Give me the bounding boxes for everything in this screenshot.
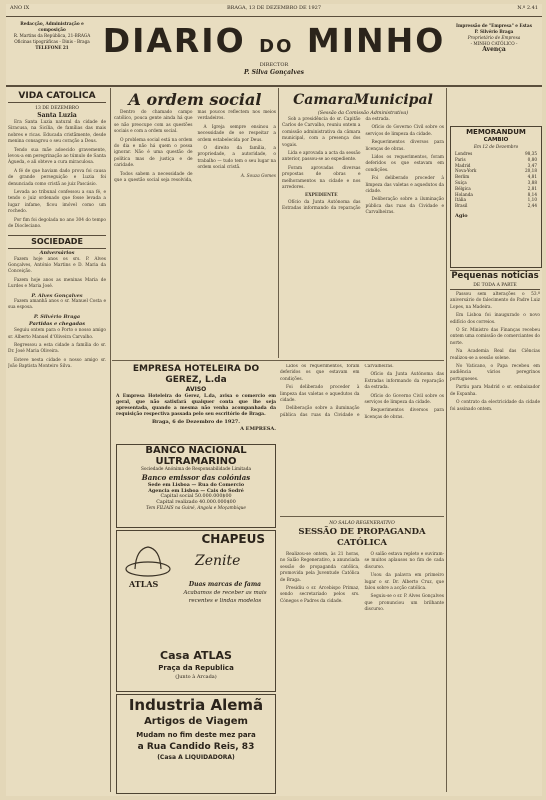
- paragraph: Esteve nesta cidade o nosso amigo sr. João Baptista Monteiro Silva.: [8, 357, 106, 370]
- pequenas-noticias: [450, 270, 540, 792]
- agio-label: Agio: [455, 212, 468, 219]
- header-meta: [6, 4, 542, 14]
- paragraph: Partiu para Madrid o sr. embaixador de Espanha.: [450, 385, 540, 397]
- cambio-row: Holanda 8,14: [455, 191, 537, 197]
- masthead-left-line: R. Martins da República, 21-BRAGA: [13, 33, 91, 38]
- title-word: DIARIO: [102, 21, 246, 60]
- paragraph: Ofício do Governo Civil sobre os serviços de limpeza da cidade.: [364, 393, 444, 406]
- director-name: P. Silva Gonçalves: [243, 69, 305, 76]
- industria-title: Industria Alemã: [128, 696, 264, 714]
- paragraph: No Vaticano, o Papa recebeu em audiência vários peregrinos portugueses.: [450, 364, 540, 382]
- masthead-right-line: Proprietário de Empresa: [467, 35, 521, 40]
- banco-line: Agencia em Lisboa — Cais do Sodré: [148, 488, 244, 494]
- paragraph: Deliberação sobre a iluminação pública das ruas da Cividade e Carvalheiras.: [365, 197, 444, 216]
- issue-year: ANO IX: [10, 5, 30, 11]
- title-word: DO: [259, 36, 294, 57]
- sociedade-name: P. Silvério Braga: [33, 313, 81, 320]
- paragraph: Foi deliberado proceder à limpeza das valetas e aquedutos da cidade.: [280, 385, 360, 404]
- title-word: MINHO: [306, 21, 446, 60]
- masthead-left-info: [8, 21, 96, 51]
- masthead-left-line: TELEFONE 21: [35, 45, 69, 50]
- paragraph: Presidiu o sr. Arcebispo Primaz, sendo secretariado pelos srs. Cónegos e Padres da cidade.: [280, 586, 360, 604]
- banco-line: Sede em Lisboa — Rua do Comercio: [147, 482, 245, 488]
- paragraph: Lidos os requerimentos, foram deferidos os que estavam em condições.: [280, 364, 360, 382]
- banco-ad: [116, 444, 276, 528]
- issue-date: BRAGA, 13 DE DEZEMBRO DE 1927: [226, 5, 322, 11]
- sessao-label: NO SALÃO REGENERATIVO: [329, 521, 395, 526]
- vida-saint: Santa Luzia: [37, 112, 77, 119]
- paragraph: Por fim foi degolada no ano 304 do tempo de Diocleciano.: [8, 217, 106, 230]
- banco-title: BANCO NACIONAL: [145, 445, 247, 456]
- issue-number: N.º 2.41: [517, 5, 538, 11]
- masthead-right-line: P. Silvério Braga: [474, 29, 514, 34]
- empresa-date: Braga, 6 de Dezembro de 1927.: [151, 419, 241, 425]
- paragraph: Requerimentos diversos para licenças de obras.: [365, 140, 444, 152]
- cambio-row: Madrid 3,47: [455, 162, 537, 168]
- paragraph: Deliberação sobre a iluminação pública das ruas da Cividade e Carvalheiras.: [280, 364, 394, 418]
- paragraph: Requerimentos diversos para licenças de obras.: [364, 408, 444, 420]
- paragraph: A fé de que haviam dado prova foi causa de grande perseguição e Luzia foi denunciada como cristã ao juiz Pascásio.: [8, 168, 106, 187]
- sociedade-name: P. Alves Gonçalves: [31, 292, 83, 299]
- industria-subtitle: Artigos de Viagem: [144, 716, 248, 727]
- paragraph: Foram aprovadas diversas propostas de obras e melhoramentos na cidade e nos arredores.: [282, 165, 361, 191]
- column-rule: [110, 88, 111, 792]
- ordem-title: A ordem social: [128, 90, 262, 109]
- paragraph: Realizou-se ontem, às 21 horas, no Salão Regenerativo, a anunciada sessão de propaganda católica, promovida pela Juventude Católica de Braga.: [280, 552, 360, 583]
- camara-title: CamaraMunicipal: [293, 92, 433, 108]
- paragraph: O contrato da electricidade da cidade foi assinado ontem.: [450, 400, 540, 412]
- empresa-signature: A EMPRESA.: [240, 426, 276, 432]
- cambio-row: Bélgica 2,81: [455, 185, 537, 191]
- masthead-right-line: Avença: [482, 46, 506, 53]
- sessao-title: SESSÃO DE PROPAGANDA CATÓLICA: [298, 527, 426, 548]
- industria-ad: [116, 694, 276, 794]
- masthead: [6, 16, 542, 87]
- paragraph: A Igreja sempre ensinou a necessidade de se respeitar a ordem estabelecida por Deus.: [197, 124, 276, 143]
- memorandum-title: MEMORANDUM: [466, 128, 526, 136]
- banco-capital: Capital social 50.000.000$00: [160, 494, 232, 499]
- masthead-right-line: - MINHO CATÓLICO -: [470, 41, 518, 46]
- camara-text: [282, 117, 444, 217]
- masthead-right-info: [448, 23, 540, 53]
- ordem-signature: A. Souza Gomes: [240, 173, 276, 179]
- section-rule: [280, 516, 444, 517]
- paragraph: Dentro do chamado campo católico, pouca gente ainda há que se não preocupe com as questões sociais e com a ordem social.: [114, 110, 193, 135]
- empresa-ad: [116, 364, 276, 440]
- masthead-right-line: Impressão de "Empresa" e Estas: [456, 23, 532, 28]
- paragraph: Usou da palavra em primeiro lugar o sr. Dr. Alberto Cruz, que falou sobre a acção católica.: [364, 573, 444, 592]
- industria-address-2: (Casa A LIQUIDADORA): [157, 754, 235, 761]
- cambio-row: Berlim 4,81: [455, 174, 537, 180]
- cambio-row: Nova-York 20,18: [455, 168, 537, 174]
- paragraph: Passou sem alterações o 53.º aniversário do falecimento do Padre Luiz Lopes, na Madeira.: [450, 292, 540, 310]
- paragraph: Sob a presidência do sr. Capitão Carlos de Carvalho, reuniu ontem a comissão administrativa da câmara municipal, com a presença dos vogais.: [282, 117, 361, 148]
- cambio-row: Suíça 3,88: [455, 179, 537, 185]
- sessao-text: [280, 552, 444, 614]
- vida-date: 13 DE DEZEMBRO: [35, 106, 79, 111]
- memorandum-box: [450, 126, 542, 268]
- chapeus-ad: [116, 530, 276, 692]
- chapeus-line: Acabamos de receber as mais recentes e lindas modelos: [183, 590, 267, 604]
- paragraph: Seguiu ontem para o Porto o nosso amigo sr. Alberto Manuel d'Oliveira Carvalho.: [8, 328, 106, 340]
- cambio-title: CAMBIO: [483, 137, 509, 143]
- paragraph: Era Santa Luzia natural da cidade de Siracusa, na Sicília, de famílias das mais nobres e ricas. Educada cristãmente, desde menina consagrou o seu coração a Deus.: [8, 120, 106, 145]
- paragraph: Lidos os requerimentos, foram deferidos os que estavam em condições.: [365, 155, 444, 173]
- empresa-title: EMPRESA HOTELEIRA DO GEREZ, L.da: [132, 364, 260, 385]
- masthead-left-line: Oficinas tipográficas - Dinis - Braga: [14, 39, 90, 44]
- paragraph: Fazem hoje anos as meninas Maria de Lurdes e Maria José.: [8, 277, 106, 290]
- vida-text: [8, 120, 106, 231]
- pequenas-title: Pequenas noticias: [451, 271, 539, 281]
- cambio-row: Londres 98,35: [455, 151, 537, 156]
- paragraph: O salão estava repleto e ouviram-se muitos aplausos no fim de cada discurso.: [364, 552, 444, 570]
- ordem-social-article: [114, 90, 276, 358]
- casa-atlas-name: Casa ATLAS: [160, 649, 232, 662]
- camara-continued: [280, 364, 444, 514]
- sociedade-subtitle: Aniversários: [39, 249, 75, 256]
- paragraph: Levada ao tribunal confessou a sua fé, e tendo o juiz ordenado que fosse levada a lugar infame, ficou imóvel como um rochedo.: [8, 190, 106, 215]
- partidas-text: [8, 328, 106, 370]
- paragraph: Fazem amanhã anos o sr. Manuel Costa e sua esposa.: [8, 298, 106, 311]
- casa-atlas-address-2: (Junto à Arcada): [175, 674, 217, 680]
- camara-subtitle: (Sessão da Comissão Administrativa): [317, 111, 409, 116]
- paragraph: Ofício da Junta Autónoma das Estradas informando da reparação da estrada.: [364, 372, 444, 391]
- ordem-text: [114, 110, 276, 184]
- paragraph: Regressou a esta cidade a família do sr. Dr. José Maria Oliveira.: [8, 342, 106, 355]
- cambio-table: [451, 151, 541, 219]
- masthead-left-line: Redacção, Administração e composição: [20, 21, 84, 32]
- banco-foot: Tem FILIAIS na Guiné, Angola e Moçambique: [146, 506, 246, 511]
- paragraph: Ofício da Junta Autónoma das Estradas informando da reparação da estrada.: [282, 117, 390, 212]
- partidas-subtitle: Partidas e chegadas: [28, 321, 86, 328]
- column-rule: [446, 88, 447, 792]
- paragraph: O Sr. Ministro das Finanças recebeu ontem uma comissão de comerciantes do norte.: [450, 328, 540, 346]
- vida-catolica-title: VIDA CATOLICA: [8, 90, 106, 103]
- pequenas-subtitle: DE TODA A PARTE: [450, 282, 540, 290]
- empresa-body: A Empresa Hoteleira do Gerez, L.da, avisa o comercio em geral, que não satisfará qualquer conta que lhe seja apresentada, quando a mesma não venha acompanhada da requisição respectiva passada pelo seu escritório de Braga.: [116, 394, 276, 417]
- cambio-row: Paris 0,80: [455, 156, 537, 162]
- paragraph: Em Lisboa foi inaugurado o novo edifício dos correios.: [450, 313, 540, 325]
- cambio-date: Em 12 de Dezembro: [473, 145, 519, 150]
- chapeus-line: Duas marcas de fama: [188, 581, 262, 588]
- casa-atlas-address: Praça da Republica: [158, 664, 234, 672]
- sociedade-title: SOCIEDADE: [8, 235, 106, 249]
- banco-title-2: ULTRAMARINO: [155, 456, 237, 467]
- pequenas-text: [450, 292, 540, 413]
- paragraph: O direito da família, a propriedade, a autoridade, o trabalho — tudo tem o seu lugar na ordem social cristã.: [197, 146, 276, 171]
- camara-article: [282, 90, 444, 358]
- camara-continued-text: [280, 364, 444, 421]
- paragraph: Lida e aprovada a acta da sessão anterior, passou-se ao expediente.: [282, 151, 361, 163]
- paragraph: Na Academia Real das Ciências realizou-se a sessão solene.: [450, 349, 540, 361]
- banco-line: Banco emissor das colónias: [141, 473, 251, 482]
- paragraph: Ofício do Governo Civil sobre os serviços de limpeza da cidade.: [365, 125, 444, 137]
- chapeus-title: CHAPEUS: [201, 532, 265, 546]
- sessao-article: [280, 520, 444, 792]
- paragraph: O problema social está na ordem do dia e não há quem o possa ignorar. Não é uma questão de política mas de justiça e de caridade.: [114, 137, 193, 169]
- zenite-brand: Zenite: [195, 553, 241, 569]
- empresa-subtitle: AVISO: [185, 386, 207, 393]
- paragraph: Foi deliberado proceder à limpeza das valetas e aquedutos da cidade.: [365, 176, 444, 195]
- paragraph: Tendo sua mãe adoecido gravemente, levou-a em peregrinação ao túmulo de Santa Águeda, e ali obteve a cura miraculosa.: [8, 147, 106, 166]
- paragraph: Todos sabem a necessidade de que a questão social seja resolvida, mas poucos reflectem nos meios verdadeiros.: [114, 110, 276, 184]
- industria-address: a Rua Candido Reis, 83: [137, 742, 255, 752]
- director-line: [102, 62, 446, 76]
- industria-line: Mudam no fim deste mez para: [136, 731, 256, 739]
- section-rule: [112, 360, 444, 361]
- cambio-row: Itália 1,10: [455, 197, 537, 203]
- cambio-row: Brasil 2,44: [455, 203, 537, 209]
- newspaper-title: [102, 21, 446, 67]
- left-column: [8, 90, 106, 790]
- director-label: DIRECTOR: [259, 62, 289, 68]
- paragraph: Seguiu-se o sr. P. Alves Gonçalves que pronunciou um brilhante discurso.: [364, 594, 444, 613]
- expediente-heading: EXPEDIENTE: [304, 193, 338, 199]
- banco-sub: Sociedade Anónima de Responsabilidade Limitada: [140, 467, 252, 472]
- atlas-brand: ATLAS: [129, 579, 159, 589]
- column-rule: [278, 88, 279, 358]
- hat-logo-icon: [123, 535, 173, 583]
- sociedade-text: [8, 257, 106, 321]
- banco-capital: Capital realizado 40.000.000$00: [156, 500, 236, 505]
- paragraph: Fazem hoje anos os srs. P. Alves Gonçalves, António Martins e D. Maria da Conceição.: [8, 256, 106, 275]
- newspaper-page: [6, 4, 542, 796]
